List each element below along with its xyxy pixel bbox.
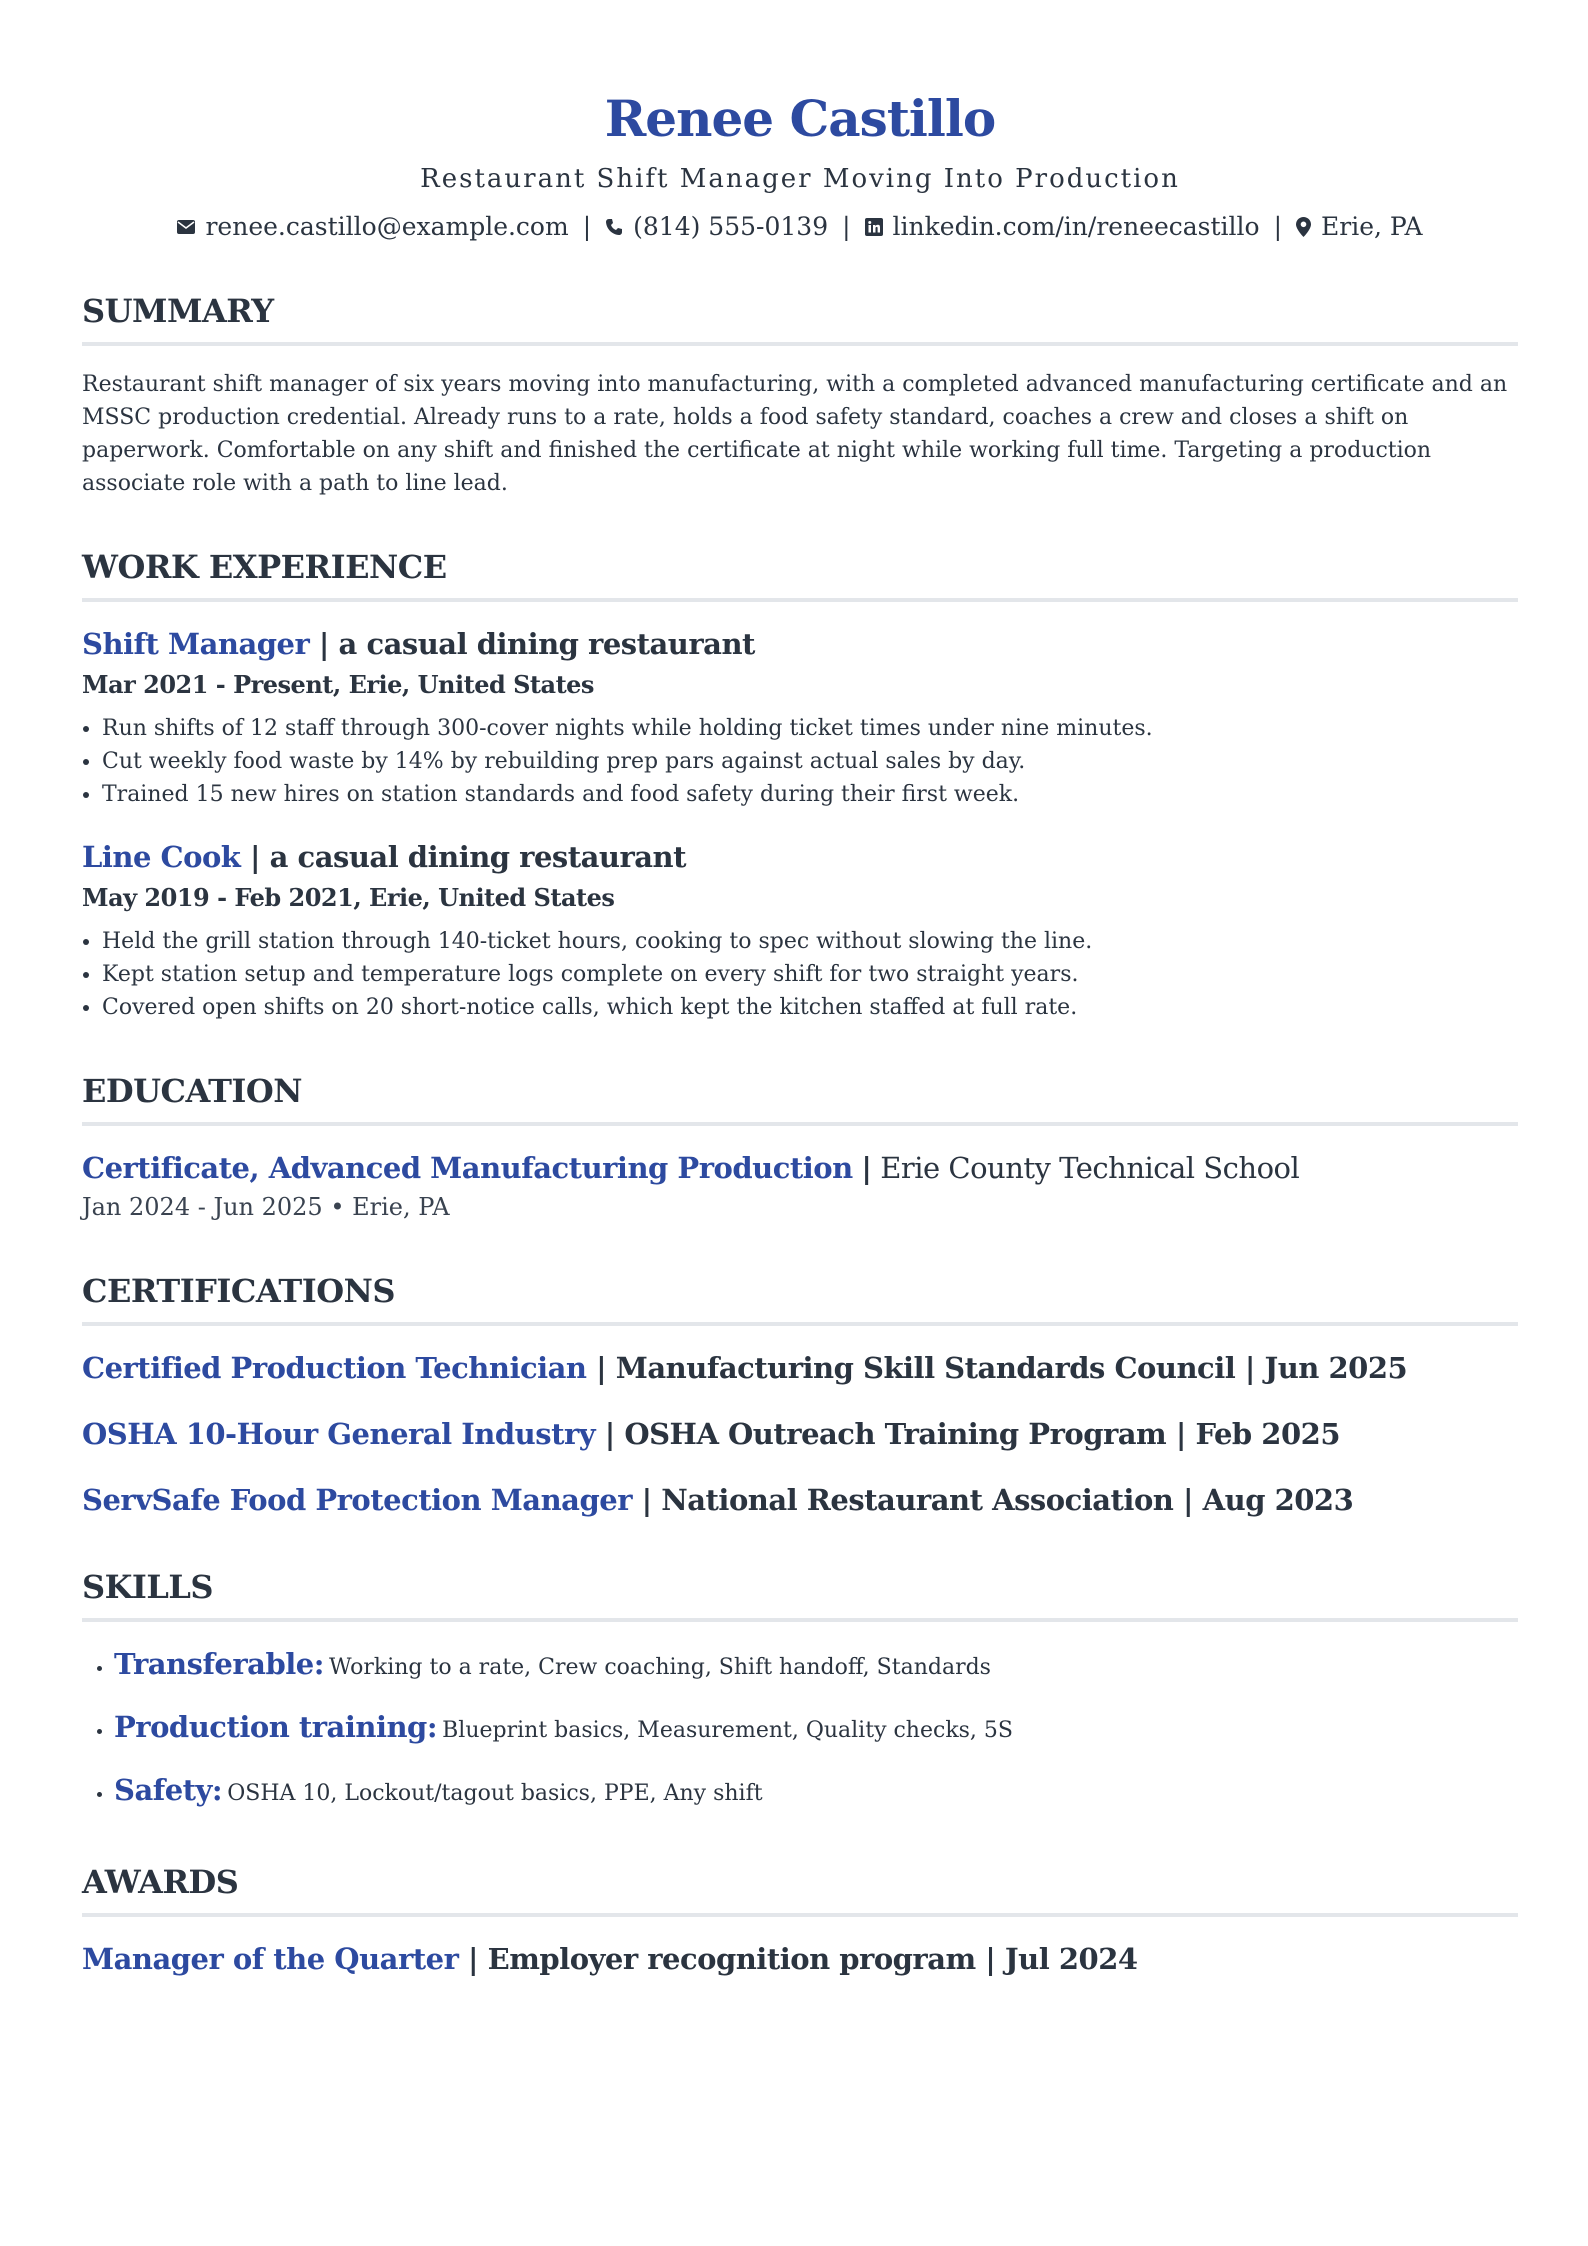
job-employer: | a casual dining restaurant xyxy=(318,627,755,661)
certification-name: OSHA 10-Hour General Industry xyxy=(82,1417,596,1451)
education-school: Erie County Technical School xyxy=(880,1151,1300,1185)
education-separator: | xyxy=(861,1151,872,1185)
section-title: CERTIFICATIONS xyxy=(82,1272,395,1310)
map-pin-icon xyxy=(1296,217,1311,237)
job-dates-location: Mar 2021 - Present, Erie, United States xyxy=(82,670,594,699)
section-divider xyxy=(82,1618,1518,1622)
certification-list xyxy=(82,1348,1518,1520)
certification-name: ServSafe Food Protection Manager xyxy=(82,1483,632,1517)
phone-text: (814) 555-0139 xyxy=(633,212,829,241)
summary-text: Restaurant shift manager of six years moving into manufacturing, with a completed advanced manufacturing certificate and an MSSC production credential. Already runs to a rate, holds a food safety standard, coaches a crew and closes a shift on paperwork. Comfortable on any shift and finished the certificate at night while working full time. Targeting a production associate role with a path to line lead. xyxy=(82,372,1508,496)
awards-section xyxy=(82,1861,1518,1979)
skills-list xyxy=(82,1644,1518,1815)
section-divider xyxy=(82,1913,1518,1917)
job-bullets xyxy=(82,925,1518,1024)
job-bullet: • Trained 15 new hires on station standards and food safety during their first week. xyxy=(102,778,1518,811)
skill-item xyxy=(114,1644,1518,1689)
contact-location xyxy=(1296,210,1422,244)
skill-label: Safety: xyxy=(114,1773,223,1807)
contact-linkedin[interactable] xyxy=(865,210,1260,244)
envelope-icon xyxy=(177,220,195,234)
contact-bar xyxy=(82,210,1518,244)
email-text: renee.castillo@example.com xyxy=(205,212,569,241)
job-heading xyxy=(82,624,1518,664)
section-title: EDUCATION xyxy=(82,1072,302,1110)
skill-value: Working to a rate, Crew coaching, Shift handoff, Standards xyxy=(329,1655,991,1680)
skill-label: Production training: xyxy=(114,1710,438,1744)
linkedin-text: linkedin.com/in/reneecastillo xyxy=(892,212,1260,241)
certifications-section xyxy=(82,1270,1518,1520)
phone-icon xyxy=(605,218,623,236)
education-heading xyxy=(82,1148,1518,1188)
job-dates-location: May 2019 - Feb 2021, Erie, United States xyxy=(82,883,615,912)
contact-separator: | xyxy=(1273,212,1283,241)
contact-phone[interactable] xyxy=(605,210,828,244)
contact-separator: | xyxy=(842,212,851,241)
candidate-name: Renee Castillo xyxy=(604,89,996,148)
section-divider xyxy=(82,1322,1518,1326)
section-divider xyxy=(82,598,1518,602)
certification-detail: | Manufacturing Skill Standards Council | Jun 2025 xyxy=(596,1351,1408,1385)
job-bullets xyxy=(82,712,1518,811)
education-dates-location: Jan 2024 - Jun 2025 • Erie, PA xyxy=(82,1193,450,1221)
job-bullet: • Kept station setup and temperature logs complete on every shift for two straight years. xyxy=(102,958,1518,991)
job-heading xyxy=(82,837,1518,877)
award-detail: | Employer recognition program | Jul 2024 xyxy=(467,1942,1138,1976)
section-title: SKILLS xyxy=(82,1568,213,1606)
skill-item xyxy=(114,1770,1518,1815)
candidate-headline: Restaurant Shift Manager Moving Into Production xyxy=(420,164,1180,194)
award-item xyxy=(82,1939,1518,1979)
resume-header xyxy=(82,88,1518,244)
job-bullet: • Covered open shifts on 20 short-notice calls, which kept the kitchen staffed at full rate. xyxy=(102,991,1518,1024)
certification-item xyxy=(82,1348,1518,1388)
linkedin-icon xyxy=(865,218,883,236)
certification-item xyxy=(82,1414,1518,1454)
section-divider xyxy=(82,342,1518,346)
skill-label: Transferable: xyxy=(114,1647,324,1681)
experience-section xyxy=(82,546,1518,1024)
job-bullet: • Cut weekly food waste by 14% by rebuilding prep pars against actual sales by day. xyxy=(102,745,1518,778)
job-entry xyxy=(82,624,1518,811)
summary-section xyxy=(82,290,1518,500)
job-role: Line Cook xyxy=(82,840,241,874)
job-bullet: • Held the grill station through 140-ticket hours, cooking to spec without slowing the line. xyxy=(102,925,1518,958)
resume-content xyxy=(82,88,1518,1979)
section-divider xyxy=(82,1122,1518,1126)
job-employer: | a casual dining restaurant xyxy=(250,840,687,874)
skill-value: OSHA 10, Lockout/tagout basics, PPE, Any shift xyxy=(227,1781,763,1806)
contact-email[interactable] xyxy=(177,210,568,244)
certification-detail: | National Restaurant Association | Aug 2023 xyxy=(641,1483,1354,1517)
job-bullet: • Run shifts of 12 staff through 300-cover nights while holding ticket times under nine minutes. xyxy=(102,712,1518,745)
section-title: WORK EXPERIENCE xyxy=(82,548,447,586)
job-role: Shift Manager xyxy=(82,627,310,661)
certification-item xyxy=(82,1480,1518,1520)
contact-separator: | xyxy=(582,212,592,241)
section-title: SUMMARY xyxy=(82,292,274,330)
education-degree: Certificate, Advanced Manufacturing Production xyxy=(82,1151,853,1185)
skill-item xyxy=(114,1707,1518,1752)
skills-section xyxy=(82,1566,1518,1815)
award-name: Manager of the Quarter xyxy=(82,1942,459,1976)
certification-name: Certified Production Technician xyxy=(82,1351,587,1385)
certification-detail: | OSHA Outreach Training Program | Feb 2025 xyxy=(604,1417,1341,1451)
education-section xyxy=(82,1070,1518,1224)
job-entry xyxy=(82,837,1518,1024)
skill-value: Blueprint basics, Measurement, Quality checks, 5S xyxy=(442,1718,1013,1743)
section-title: AWARDS xyxy=(82,1863,239,1901)
location-text: Erie, PA xyxy=(1321,212,1423,241)
